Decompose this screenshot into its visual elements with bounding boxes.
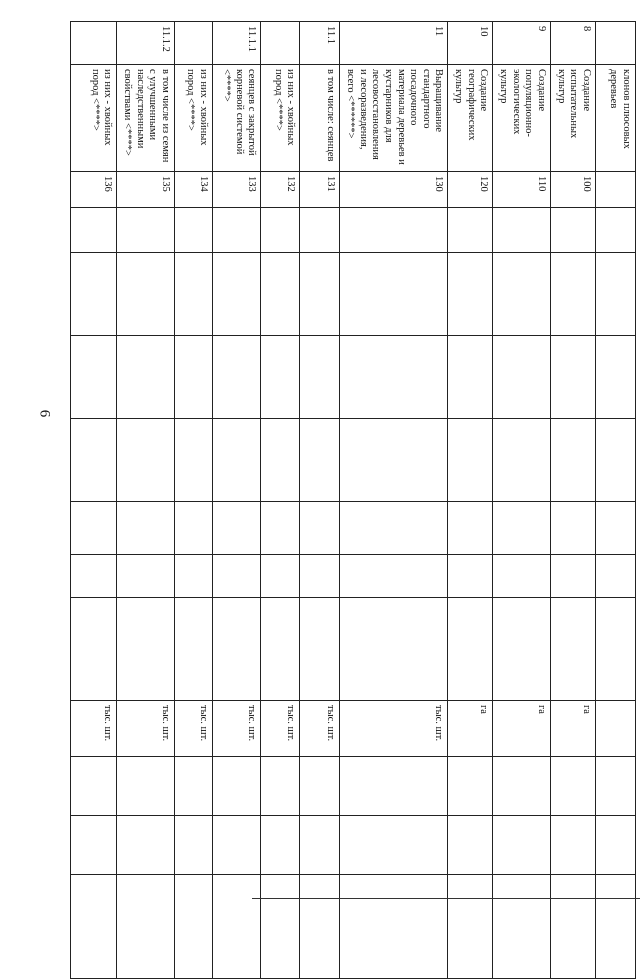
empty-cell — [300, 816, 340, 875]
empty-cell — [71, 336, 117, 419]
empty-cell — [261, 502, 300, 555]
row-name-cell: Создание географических культур — [448, 65, 493, 172]
empty-cell — [595, 875, 635, 979]
row-unit-cell: тыс. шт. — [340, 701, 448, 757]
empty-cell — [340, 336, 448, 419]
empty-cell — [448, 816, 493, 875]
empty-cell — [71, 598, 117, 701]
table-frame — [70, 21, 640, 742]
empty-cell — [340, 875, 448, 979]
row-code-cell: 133 — [212, 172, 260, 208]
empty-cell — [212, 875, 260, 979]
empty-cell — [340, 598, 448, 701]
empty-cell — [174, 757, 212, 816]
empty-cell — [595, 555, 635, 598]
empty-cell — [261, 336, 300, 419]
empty-cell — [340, 757, 448, 816]
empty-cell — [550, 875, 595, 979]
row-number-cell — [174, 22, 212, 65]
row-unit-cell: тыс. шт. — [212, 701, 260, 757]
empty-cell — [71, 419, 117, 502]
empty-cell — [261, 253, 300, 336]
table-row — [261, 22, 300, 979]
empty-cell — [493, 253, 551, 336]
row-unit-cell: га — [550, 701, 595, 757]
empty-cell — [448, 336, 493, 419]
empty-cell — [261, 757, 300, 816]
empty-cell — [117, 419, 175, 502]
row-name-cell: из них - хвойных пород <****> — [261, 65, 300, 172]
empty-cell — [117, 502, 175, 555]
empty-cell — [550, 419, 595, 502]
empty-cell — [71, 816, 117, 875]
empty-cell — [261, 555, 300, 598]
empty-cell — [261, 875, 300, 979]
row-unit-cell: га — [493, 701, 551, 757]
empty-cell — [71, 208, 117, 253]
table-row — [340, 22, 448, 979]
row-code-cell: 134 — [174, 172, 212, 208]
empty-cell — [550, 208, 595, 253]
table-row — [300, 22, 340, 979]
row-unit-cell: тыс. шт. — [261, 701, 300, 757]
empty-cell — [300, 419, 340, 502]
table-row — [212, 22, 260, 979]
empty-cell — [595, 598, 635, 701]
empty-cell — [117, 875, 175, 979]
empty-cell — [550, 816, 595, 875]
empty-cell — [448, 757, 493, 816]
row-number-cell: 11.1.2 — [117, 22, 175, 65]
empty-cell — [595, 816, 635, 875]
empty-cell — [493, 336, 551, 419]
row-number-cell: 11.1.1 — [212, 22, 260, 65]
empty-cell — [71, 757, 117, 816]
row-code-cell: 120 — [448, 172, 493, 208]
row-name-cell: клонов плюсовых деревьев — [595, 65, 635, 172]
empty-cell — [300, 208, 340, 253]
row-number-cell: 11 — [340, 22, 448, 65]
row-number-cell — [595, 22, 635, 65]
row-name-cell: Выращивание стандартного посадочного материала деревьев и кустарников для лесовосстановления и лесоразведения, всего <******> — [340, 65, 448, 172]
empty-cell — [493, 875, 551, 979]
empty-cell — [117, 555, 175, 598]
empty-cell — [261, 419, 300, 502]
empty-cell — [448, 253, 493, 336]
empty-cell — [340, 502, 448, 555]
empty-cell — [448, 598, 493, 701]
empty-cell — [340, 816, 448, 875]
empty-cell — [493, 419, 551, 502]
row-code-cell: 110 — [493, 172, 551, 208]
empty-cell — [595, 502, 635, 555]
empty-cell — [550, 253, 595, 336]
empty-cell — [448, 875, 493, 979]
empty-cell — [595, 419, 635, 502]
empty-cell — [71, 502, 117, 555]
empty-cell — [493, 598, 551, 701]
row-unit-cell — [595, 701, 635, 757]
empty-cell — [117, 816, 175, 875]
empty-cell — [340, 555, 448, 598]
rotated-table-container — [70, 21, 636, 878]
empty-cell — [493, 502, 551, 555]
empty-cell — [212, 816, 260, 875]
empty-cell — [550, 336, 595, 419]
table-row — [595, 22, 635, 979]
empty-cell — [261, 816, 300, 875]
empty-cell — [212, 419, 260, 502]
empty-cell — [212, 502, 260, 555]
row-name-cell: из них - хвойных пород <****> — [71, 65, 117, 172]
empty-cell — [595, 253, 635, 336]
table-row — [550, 22, 595, 979]
empty-cell — [212, 598, 260, 701]
row-unit-cell: тыс. шт. — [71, 701, 117, 757]
empty-cell — [550, 598, 595, 701]
empty-cell — [117, 208, 175, 253]
row-number-cell — [261, 22, 300, 65]
empty-cell — [493, 208, 551, 253]
empty-cell — [212, 336, 260, 419]
empty-cell — [300, 757, 340, 816]
empty-cell — [493, 816, 551, 875]
empty-cell — [340, 419, 448, 502]
empty-cell — [340, 208, 448, 253]
row-number-cell: 10 — [448, 22, 493, 65]
empty-cell — [174, 208, 212, 253]
empty-cell — [261, 208, 300, 253]
empty-cell — [550, 555, 595, 598]
empty-cell — [448, 502, 493, 555]
empty-cell — [340, 253, 448, 336]
empty-cell — [174, 598, 212, 701]
page-number: 6 — [36, 409, 53, 418]
table-row — [174, 22, 212, 979]
table-row — [117, 22, 175, 979]
row-code-cell: 131 — [300, 172, 340, 208]
page-bottom-line — [252, 898, 640, 899]
row-number-cell: 11.1 — [300, 22, 340, 65]
empty-cell — [493, 757, 551, 816]
empty-cell — [174, 253, 212, 336]
empty-cell — [212, 208, 260, 253]
row-number-cell: 9 — [493, 22, 551, 65]
empty-cell — [300, 502, 340, 555]
empty-cell — [550, 502, 595, 555]
empty-cell — [71, 555, 117, 598]
empty-cell — [117, 598, 175, 701]
row-name-cell: Создание испытательных культур — [550, 65, 595, 172]
row-number-cell: 8 — [550, 22, 595, 65]
table-row — [448, 22, 493, 979]
empty-cell — [300, 336, 340, 419]
empty-cell — [595, 757, 635, 816]
row-unit-cell: тыс. шт. — [174, 701, 212, 757]
row-unit-cell: тыс. шт. — [117, 701, 175, 757]
empty-cell — [174, 816, 212, 875]
empty-cell — [595, 336, 635, 419]
empty-cell — [300, 555, 340, 598]
empty-cell — [174, 502, 212, 555]
row-unit-cell: га — [448, 701, 493, 757]
empty-cell — [493, 555, 551, 598]
empty-cell — [174, 875, 212, 979]
empty-cell — [212, 253, 260, 336]
row-name-cell: в том числе из семян с улучшенными наследственными свойствами <****> — [117, 65, 175, 172]
empty-cell — [117, 757, 175, 816]
data-table — [70, 21, 636, 979]
empty-cell — [448, 419, 493, 502]
empty-cell — [300, 598, 340, 701]
row-name-cell: сеянцев с закрытой корневой системой <****> — [212, 65, 260, 172]
empty-cell — [212, 555, 260, 598]
row-code-cell: 136 — [71, 172, 117, 208]
empty-cell — [212, 757, 260, 816]
row-code-cell: 100 — [550, 172, 595, 208]
row-name-cell: в том числе: сеянцев — [300, 65, 340, 172]
empty-cell — [300, 875, 340, 979]
table-row — [71, 22, 117, 979]
row-code-cell: 130 — [340, 172, 448, 208]
row-code-cell: 132 — [261, 172, 300, 208]
empty-cell — [71, 253, 117, 336]
empty-cell — [174, 419, 212, 502]
empty-cell — [174, 555, 212, 598]
empty-cell — [300, 253, 340, 336]
row-name-cell: из них - хвойных пород <****> — [174, 65, 212, 172]
empty-cell — [550, 757, 595, 816]
empty-cell — [117, 253, 175, 336]
row-code-cell — [595, 172, 635, 208]
row-name-cell: Создание популяционно-экологических культур — [493, 65, 551, 172]
empty-cell — [71, 875, 117, 979]
empty-cell — [117, 336, 175, 419]
empty-cell — [448, 208, 493, 253]
empty-cell — [448, 555, 493, 598]
empty-cell — [595, 208, 635, 253]
row-code-cell: 135 — [117, 172, 175, 208]
empty-cell — [174, 336, 212, 419]
row-number-cell — [71, 22, 117, 65]
row-unit-cell: тыс. шт. — [300, 701, 340, 757]
empty-cell — [261, 598, 300, 701]
table-row — [493, 22, 551, 979]
